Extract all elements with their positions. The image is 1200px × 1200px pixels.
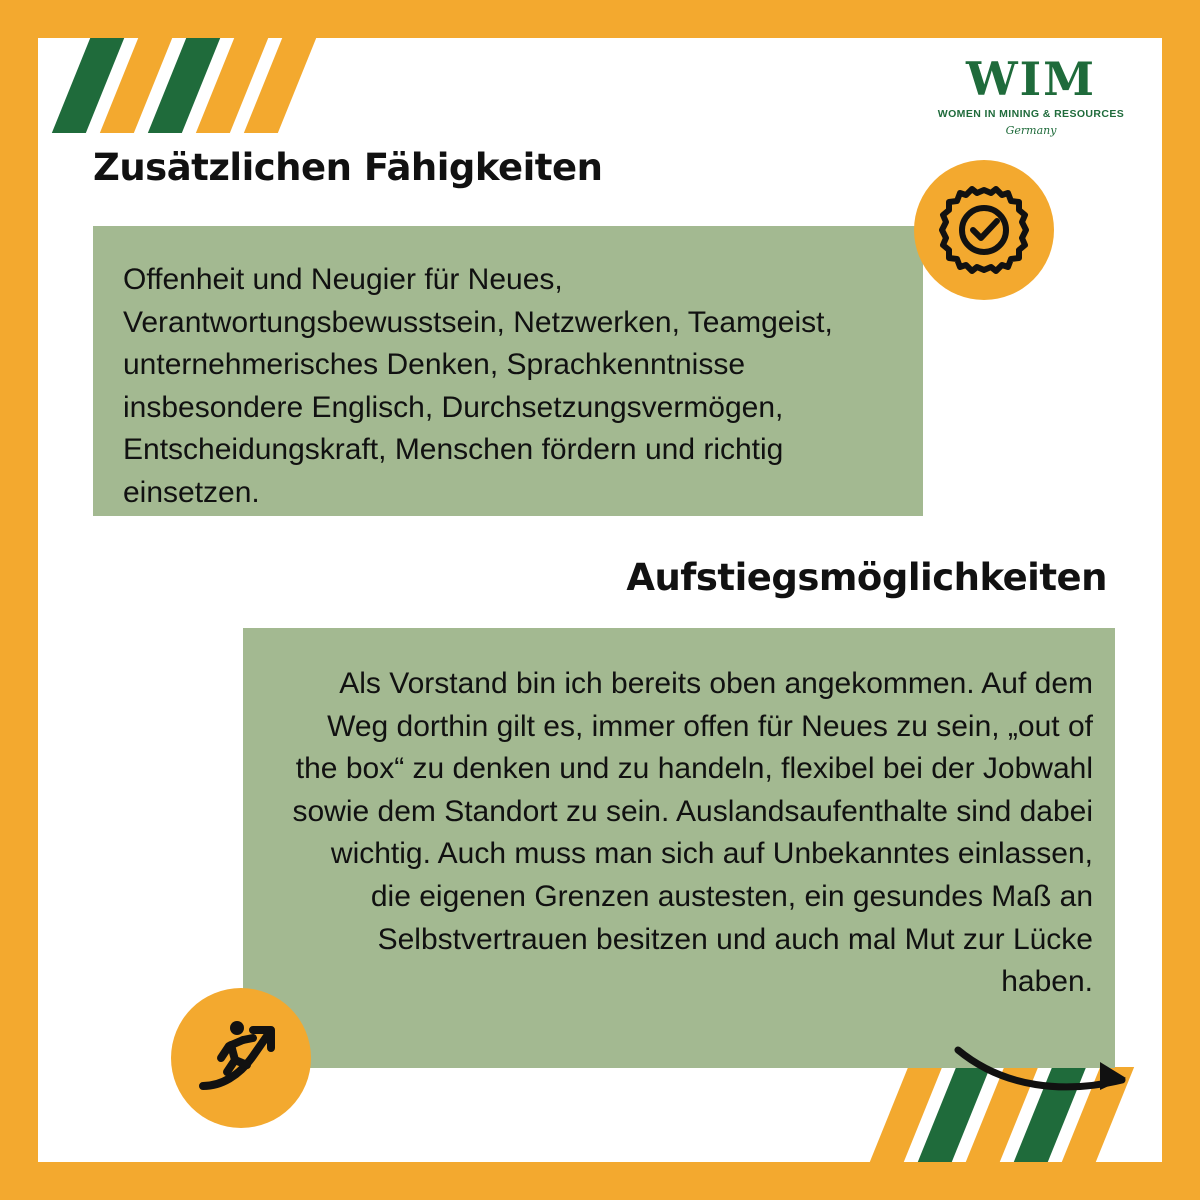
logo-country: Germany <box>1005 123 1057 137</box>
curved-arrow-icon <box>954 1040 1144 1100</box>
content-card <box>38 38 1162 1162</box>
skills-text-block: Offenheit und Neugier für Neues, Verantwortungsbewusstsein, Netzwerken, Teamgeist, unternehmerisches Denken, Sprachkenntnisse insbesondere Englisch, Durchsetzungsvermögen, Entscheidungskraft, Menschen fördern und richtig einsetzen. <box>93 226 923 516</box>
runner-arrow-icon <box>171 988 311 1128</box>
logo-wordmark: WIM <box>965 52 1097 106</box>
decor-stripes-top-left <box>38 38 338 133</box>
skills-heading: Zusätzlichen Fähigkeiten <box>93 146 603 189</box>
wim-logo <box>936 52 1126 137</box>
advancement-heading: Aufstiegsmöglichkeiten <box>626 556 1107 599</box>
advancement-text-block: Als Vorstand bin ich bereits oben angekommen. Auf dem Weg dorthin gilt es, immer offen für Neues zu sein, „out of the box“ zu denken und zu handeln, flexibel bei der Jobwahl sowie dem Standort zu sein. Auslandsaufenthalte sind dabei wichtig. Auch muss man sich auf Unbekanntes einlassen, die eigenen Grenzen austesten, ein gesundes Maß an Selbstvertrauen besitzen und auch mal Mut zur Lücke haben. <box>243 628 1115 1068</box>
gear-check-icon <box>914 160 1054 300</box>
logo-subtitle: WOMEN IN MINING & RESOURCES <box>937 108 1125 120</box>
